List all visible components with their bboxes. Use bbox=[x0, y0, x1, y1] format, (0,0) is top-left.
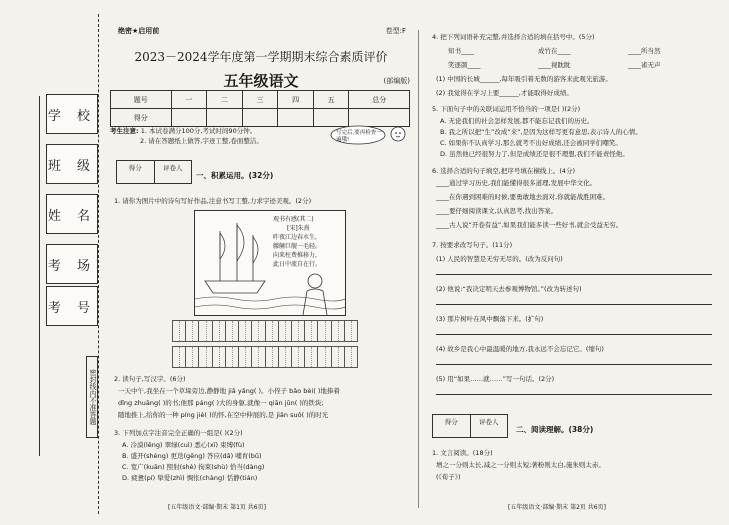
section-1-title: 一、积累运用。(32分) bbox=[196, 171, 274, 180]
score-header: 四 bbox=[278, 91, 314, 109]
q6-line: ____古人说“开卷有益”,如果我们能多读一些好书,就会受益无穷。 bbox=[436, 221, 623, 229]
question-1: 1. 请你为图片中的诗句写好作品,注意书写工整,力求字迹美观。(2分) bbox=[114, 197, 312, 205]
question-7: 7. 按要求改写句子。(11分) bbox=[432, 241, 513, 249]
q4-fill: (1) 中国的长城______,每年吸引着无数的游客来此观光旅游。 bbox=[436, 75, 612, 83]
reading-source: (《荀子》) bbox=[436, 473, 461, 481]
grader-score-label: 得分 bbox=[117, 161, 155, 183]
q7-item: (2) 他说:“我决定明天去参观博物馆。”(改为转述句) bbox=[436, 285, 582, 293]
grader-name-label: 评卷人 bbox=[479, 418, 499, 426]
score-cell[interactable] bbox=[278, 109, 314, 127]
q4-word: ____视眈眈 bbox=[538, 61, 571, 69]
q4-word: 成竹在____ bbox=[538, 47, 571, 55]
q3-option: A. 冷漠(lěng) 翠绿(cuì) 悉心(xī) 束缚(fù) bbox=[122, 441, 245, 449]
mascot-speech: 写完后,要再检查一遍哦! bbox=[336, 130, 382, 143]
right-column bbox=[428, 30, 722, 518]
writing-grid[interactable] bbox=[172, 346, 358, 368]
score-header: 题号 bbox=[111, 91, 172, 109]
score-header: 三 bbox=[242, 91, 278, 109]
q4-fill: (2) 我觉得在学习上要______,才能取得好成绩。 bbox=[436, 89, 573, 97]
paper-type: 卷型:F bbox=[385, 27, 406, 35]
seal-note: 密封线内不准答题 bbox=[86, 356, 98, 438]
q2-line: 随地推上,给你的一种 píng jiè( )的怀,在空中伸展的,是 jiǎn suǒ( )的时光 bbox=[118, 411, 329, 419]
q2-line: 一天中午,我坐在一个草垛旁边,静静地 jiǎ yǎng( )。小侄子 bǎo bèi( )地捧着 bbox=[118, 387, 340, 395]
answer-line[interactable] bbox=[436, 364, 712, 365]
grader-box bbox=[432, 414, 508, 438]
score-cell[interactable] bbox=[171, 109, 207, 127]
class-field: 班 级 bbox=[46, 144, 98, 184]
poem-line: 艨艟巨舰一毛轻。 bbox=[273, 243, 322, 250]
q6-line: ____要仔细阅读课文,认真思考,找出答案。 bbox=[436, 207, 558, 215]
score-header: 一 bbox=[171, 91, 207, 109]
poem-text bbox=[273, 215, 343, 269]
score-header: 总分 bbox=[349, 91, 410, 109]
q6-line: ____通过学习历史,我们能懂得很多道理,发展中华文化。 bbox=[436, 179, 597, 187]
column-divider bbox=[418, 30, 419, 508]
left-column bbox=[108, 27, 414, 518]
q4-word: ____雀无声 bbox=[628, 61, 661, 69]
candidate-notes bbox=[110, 126, 350, 146]
reading-intro: 1. 文言阅读。(18分) bbox=[432, 449, 493, 457]
poem-line: 此日中流自在行。 bbox=[273, 261, 322, 268]
q7-item: (3) 那片树叶在风中飘落下来。(扩句) bbox=[436, 315, 544, 323]
q4-word: 笑逐颜____ bbox=[448, 61, 481, 69]
name-field: 姓 名 bbox=[46, 194, 98, 234]
score-header: 二 bbox=[207, 91, 243, 109]
poem-picture bbox=[194, 210, 346, 316]
q3-option: B. 盛开(shèng) 更迭(gēng) 答应(dā) 哺育(bǔ) bbox=[122, 452, 262, 460]
question-5: 5. 下面句子中的关联词运用不恰当的一项是( )(2分) bbox=[432, 105, 581, 113]
edition-label: (部编版) bbox=[383, 77, 410, 85]
poem-title: 观书有感(其二) bbox=[273, 216, 314, 223]
q5-option: B. 我之所以把“生”改成“来”,是因为这样写更有意思,表示诗人的心情。 bbox=[440, 128, 642, 136]
seal-line bbox=[98, 14, 99, 514]
exam-room-field: 考 场 bbox=[46, 244, 98, 284]
q2-line: dǐng zhuāng( )的书;他那 páng( )大的身躯,就像一 qiān jūn( )的铁块; bbox=[118, 399, 324, 407]
q6-line: ____在你遇到困难的时候,要勇敢地去面对,你就能战胜困难。 bbox=[436, 193, 610, 201]
q7-item: (1) 人民的智慧是无穷无尽的。(改为反问句) bbox=[436, 255, 563, 263]
q3-option: D. 疲惫(pí) 挚爱(zhì) 惆怅(chàng) 恬静(tián) bbox=[122, 474, 258, 482]
poem-line: 昨夜江边春水生, bbox=[273, 234, 317, 241]
q3-option: C. 宽广(kuān) 照射(shè) 拘束(shù) 恰当(dàng) bbox=[122, 463, 265, 471]
answer-line[interactable] bbox=[436, 334, 712, 335]
grader-box bbox=[116, 160, 192, 184]
q7-item: (4) 故乡是我心中最温暖的地方,我永远不会忘记它。(缩句) bbox=[436, 345, 604, 353]
score-header: 五 bbox=[313, 91, 349, 109]
section-2-title: 二、阅读理解。(38分) bbox=[516, 425, 594, 434]
score-cell[interactable] bbox=[207, 109, 243, 127]
answer-line[interactable] bbox=[436, 394, 712, 395]
answer-line[interactable] bbox=[436, 274, 712, 275]
binding-strip bbox=[6, 6, 106, 518]
q7-item: (5) 用“如果……就……”写一句话。(2分) bbox=[436, 375, 555, 383]
q5-option: A. 无论我们的社会怎样发展,都不能忘记我们的历史。 bbox=[440, 117, 594, 125]
grader-score-label: 得分 bbox=[433, 415, 471, 437]
subject-title: 五年级语文 bbox=[223, 72, 299, 90]
q4-word: 知书____ bbox=[448, 47, 474, 55]
notes-line: 2. 请在答题纸上做答,字迹工整,卷面整洁。 bbox=[140, 137, 263, 145]
q4-word: ____所当然 bbox=[628, 47, 661, 55]
question-2: 2. 读句子,写汉字。(6分) bbox=[114, 375, 186, 383]
school-field: 学 校 bbox=[46, 94, 98, 134]
notes-line: 1. 本试卷满分100分,考试时间90分钟。 bbox=[140, 127, 257, 135]
secret-label: 绝密★启用前 bbox=[118, 27, 160, 35]
poem-author: [宋]朱熹 bbox=[287, 225, 310, 232]
footer-right: [五年级语文·部编·期末 第2页 共6页] bbox=[508, 504, 606, 511]
question-4: 4. 把下列词语补充完整,并选择合适的填在括号中。(5分) bbox=[432, 33, 595, 41]
grader-name-label: 评卷人 bbox=[163, 164, 183, 172]
question-6: 6. 选择合适的句子填空,把序号填在横线上。(4分) bbox=[432, 167, 576, 175]
binding-rule bbox=[39, 96, 40, 456]
poem-line: 向来枉费推移力, bbox=[273, 252, 317, 259]
score-cell[interactable] bbox=[242, 109, 278, 127]
score-row-label: 得分 bbox=[111, 109, 172, 127]
exam-title: 2023－2024学年度第一学期期末综合素质评价 bbox=[134, 50, 388, 64]
answer-line[interactable] bbox=[436, 304, 712, 305]
score-table bbox=[110, 90, 410, 127]
writing-grid[interactable] bbox=[172, 320, 358, 342]
q5-option: C. 如果你不认真学习,那么就考不出好成绩,还会被同学们嘲笑。 bbox=[440, 139, 622, 147]
q5-option: D. 虽然他已经很努力了,但是成绩还是很不理想,我们不能责怪他。 bbox=[440, 150, 629, 158]
footer-left: [五年级语文·部编·期末 第1页 共6页] bbox=[168, 504, 266, 511]
reading-text: 增之一分则太长,减之一分则太短;著粉则太白,施朱则太赤。 bbox=[436, 461, 605, 469]
notes-heading: 考生注意: bbox=[110, 127, 139, 135]
question-3: 3. 下列加点字注音完全正确的一组是( )(2分) bbox=[114, 429, 243, 437]
exam-number-field: 考 号 bbox=[46, 286, 98, 326]
